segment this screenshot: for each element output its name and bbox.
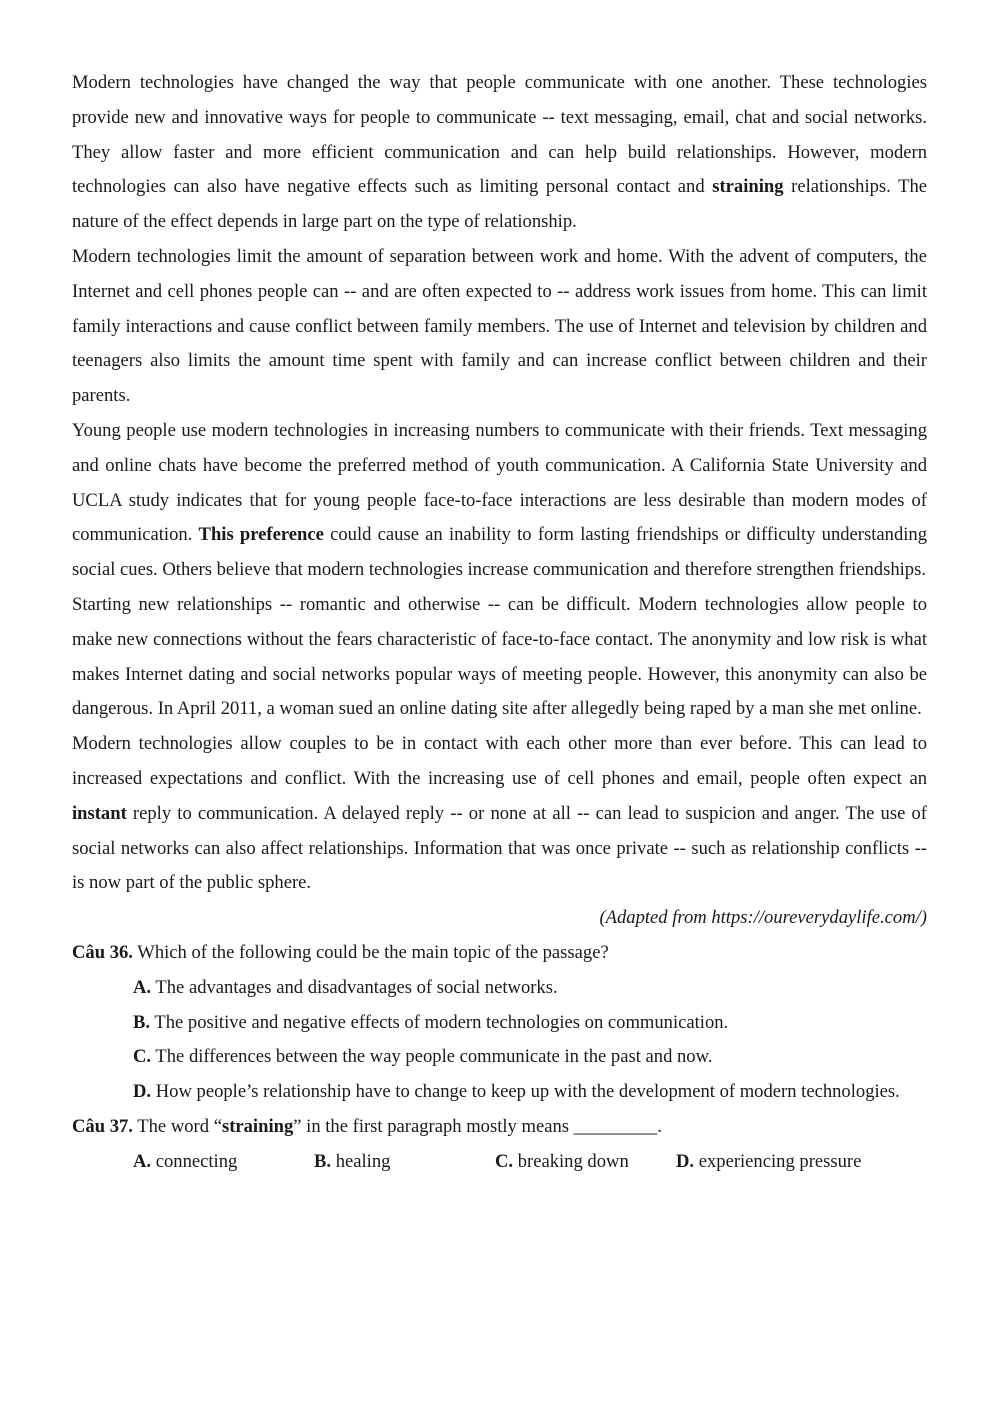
p5-bold-word: instant xyxy=(72,802,127,824)
p1-text-before: Modern technologies have changed the way that people communicate with one another. These technologies provide new and innovative ways for people to communicate -- text messaging, email, chat and social networks. They allow faster and more efficient communication and can help build relationships. However, modern technologies can also have negative effects such as limiting personal contact and xyxy=(72,72,927,198)
option-letter: A. xyxy=(133,1150,152,1172)
p3-bold-phrase: This preference xyxy=(198,524,324,546)
option-text: The positive and negative effects of modern technologies on communication. xyxy=(150,1011,729,1033)
p5-text-before: Modern technologies allow couples to be in contact with each other more than ever before. This can lead to increased expectations and conflict. With the increasing use of cell phones and email, people often expect an xyxy=(72,733,927,789)
passage-source: (Adapted from https://oureverydaylife.com/) xyxy=(599,907,927,929)
passage-paragraph-3 xyxy=(72,414,927,588)
question-37-option-d[interactable] xyxy=(676,1145,861,1180)
option-text: connecting xyxy=(151,1150,238,1172)
option-letter: C. xyxy=(133,1046,152,1068)
p1-bold-word: straining xyxy=(712,176,784,198)
p3-text-after: could cause an inability to form lasting friendships or difficulty understanding social cues. Others believe that modern technologies increase communication and therefore strengthen friendships. xyxy=(72,524,927,581)
option-text: experiencing pressure xyxy=(694,1150,862,1172)
question-37-option-c[interactable] xyxy=(495,1145,676,1180)
question-36-option-c[interactable] xyxy=(72,1040,927,1075)
question-37-bold-word: straining xyxy=(221,1115,294,1137)
option-text: How people’s relationship have to change to keep up with the development of modern technologies. xyxy=(151,1081,900,1103)
question-37-label: Câu 37. xyxy=(72,1115,133,1137)
question-37-options xyxy=(72,1145,927,1180)
passage-paragraph-2: Modern technologies limit the amount of separation between work and home. With the advent of computers, the Internet and cell phones people can -- and are often expected to -- address work issues from home. This can limit family interactions and cause conflict between family members. The use of Internet and television by children and teenagers also limits the amount time spent with family and can increase conflict between children and their parents. xyxy=(72,245,927,407)
option-letter: A. xyxy=(133,976,152,998)
option-text: The advantages and disadvantages of social networks. xyxy=(151,976,558,998)
question-36-option-a[interactable] xyxy=(72,971,927,1006)
option-letter: D. xyxy=(676,1150,695,1172)
option-text: The differences between the way people communicate in the past and now. xyxy=(151,1046,713,1068)
question-37-option-b[interactable] xyxy=(314,1145,495,1180)
p3-text-before: Young people use modern technologies in increasing numbers to communicate with their friends. Text messaging and online chats have become the preferred method of youth communication. A California State University and UCLA study indicates that for young people face-to-face interactions are less desirable than modern modes of communication. xyxy=(72,419,927,546)
passage-paragraph-1 xyxy=(72,66,927,240)
question-36-option-d[interactable] xyxy=(72,1075,927,1110)
option-letter: B. xyxy=(133,1011,151,1033)
question-36-text: Which of the following could be the main topic of the passage? xyxy=(132,941,609,963)
question-37 xyxy=(72,1110,927,1145)
question-36-label: Câu 36. xyxy=(72,941,133,963)
option-text: breaking down xyxy=(513,1150,629,1172)
question-37-text-after: ” in the first paragraph mostly means _________. xyxy=(293,1115,662,1137)
option-letter: B. xyxy=(314,1150,332,1172)
option-letter: C. xyxy=(495,1150,514,1172)
p1-text-after: relationships. The nature of the effect depends in large part on the type of relationship. xyxy=(72,176,927,233)
option-text: healing xyxy=(331,1150,391,1172)
option-letter: D. xyxy=(133,1081,152,1103)
question-37-option-a[interactable] xyxy=(133,1145,314,1180)
passage-paragraph-5 xyxy=(72,727,927,901)
question-36 xyxy=(72,936,927,971)
question-36-option-b[interactable] xyxy=(72,1006,927,1041)
passage-paragraph-4: Starting new relationships -- romantic and otherwise -- can be difficult. Modern technologies allow people to make new connections without the fears characteristic of face-to-face contact. The anonymity and low risk is what makes Internet dating and social networks popular ways of meeting people. However, this anonymity can also be dangerous. In April 2011, a woman sued an online dating site after allegedly being raped by a man she met online. xyxy=(72,593,927,720)
question-37-text-before: The word “ xyxy=(132,1115,222,1137)
p5-text-after: reply to communication. A delayed reply -- or none at all -- can lead to suspicion and anger. The use of social networks can also affect relationships. Information that was once private -- such as relationship conflicts -- is now part of the public sphere. xyxy=(72,802,927,894)
document-page xyxy=(72,66,927,1180)
